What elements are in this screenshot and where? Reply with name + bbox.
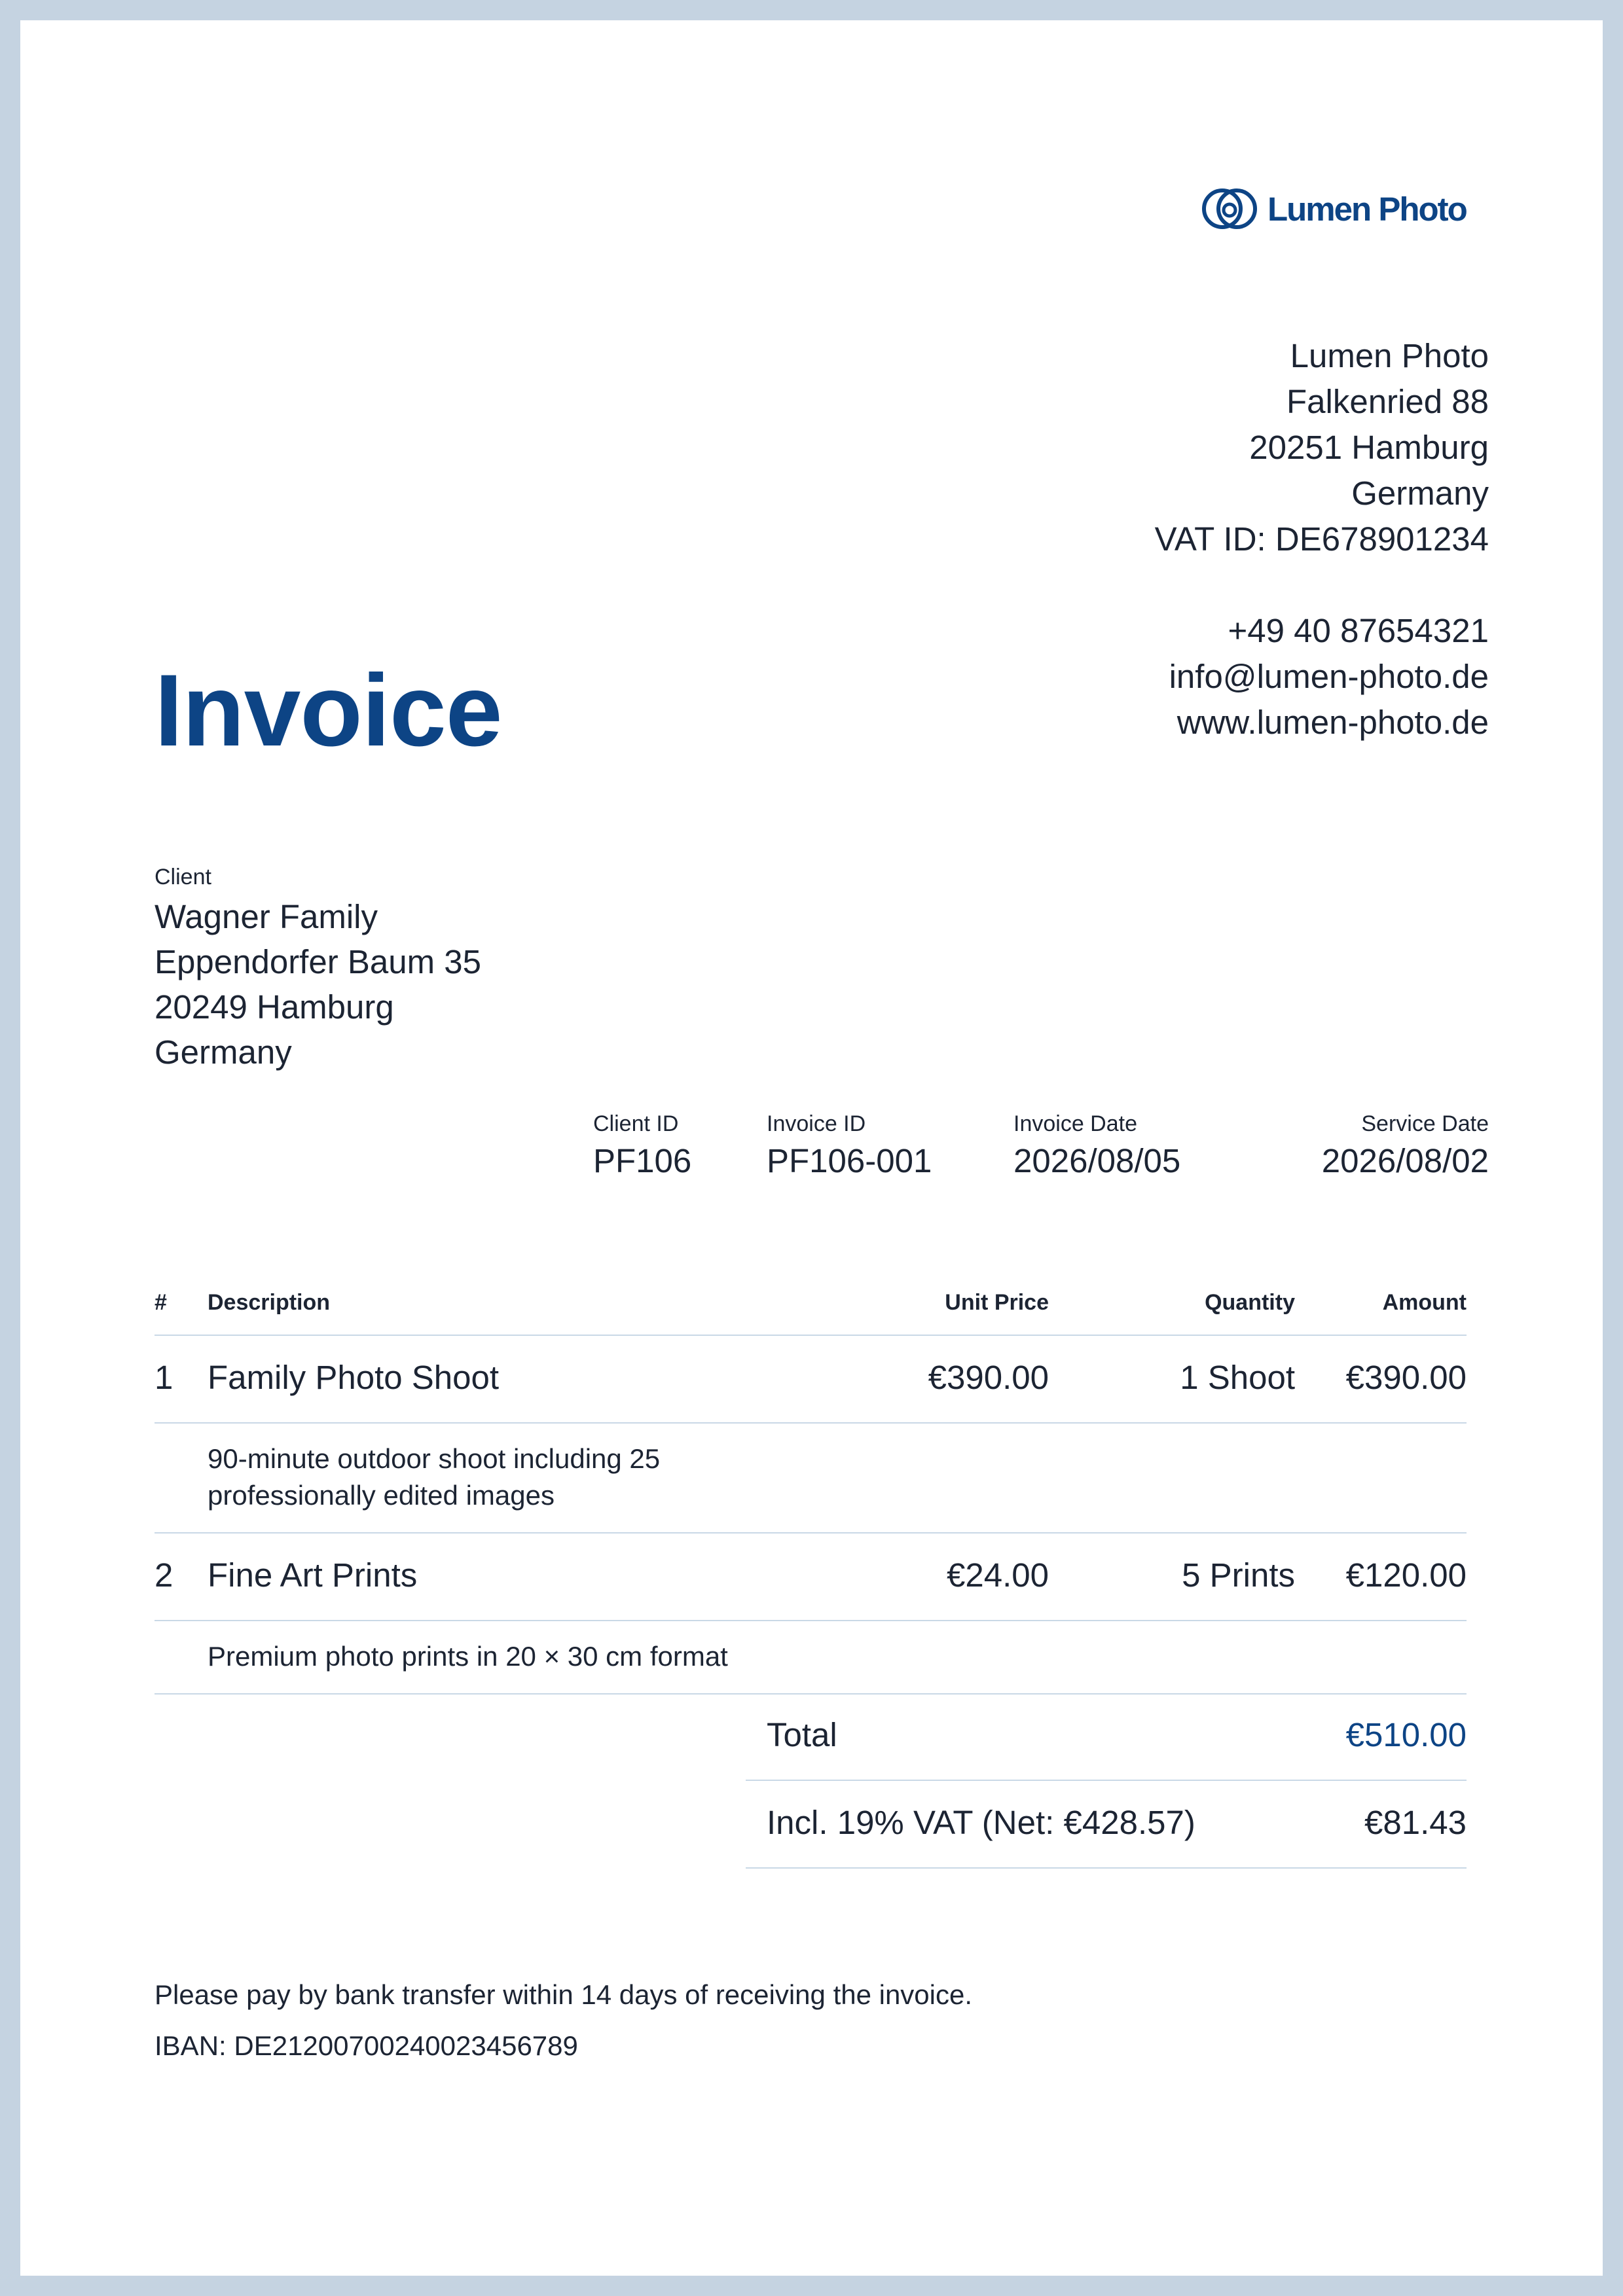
item-unit-price: €390.00: [928, 1359, 1049, 1396]
invoice-date-label: Invoice Date: [1013, 1111, 1137, 1136]
header-quantity: Quantity: [1205, 1290, 1295, 1315]
invoice-date-value: 2026/08/05: [1013, 1142, 1181, 1179]
vat-value: €81.43: [1364, 1804, 1467, 1841]
totals-block: [746, 1693, 1467, 1869]
sender-country: Germany: [1351, 475, 1489, 512]
item-detail-line: professionally edited images: [208, 1480, 555, 1511]
total-row: [746, 1693, 1467, 1781]
table-row: [155, 1534, 1467, 1621]
item-detail: [208, 1424, 797, 1514]
client-id-label: Client ID: [593, 1111, 679, 1136]
invoice-id-label: Invoice ID: [767, 1111, 866, 1136]
spacer: [1155, 562, 1489, 608]
item-detail-line: 90-minute outdoor shoot including 25: [208, 1443, 661, 1474]
meta-client-id: [593, 1109, 691, 1184]
sender-address: [1155, 333, 1489, 745]
invoice-page: [20, 20, 1603, 2276]
vat-row: [746, 1781, 1467, 1869]
item-detail-row: [155, 1621, 1467, 1695]
item-quantity: 5 Prints: [1182, 1556, 1295, 1594]
sender-vat-id: VAT ID: DE678901234: [1154, 520, 1489, 558]
client-street: Eppendorfer Baum 35: [155, 943, 481, 980]
table-row: [155, 1336, 1467, 1424]
total-label: Total: [767, 1716, 837, 1753]
header-amount: Amount: [1382, 1290, 1467, 1315]
vat-label: Incl. 19% VAT (Net: €428.57): [767, 1804, 1195, 1841]
client-id-value: PF106: [593, 1142, 692, 1179]
meta-invoice-id: [767, 1109, 932, 1184]
item-detail-row: [155, 1424, 1467, 1534]
brand-logo: [1201, 183, 1489, 235]
header-unit-price: Unit Price: [945, 1290, 1049, 1315]
header-num: #: [155, 1290, 167, 1315]
item-description: Fine Art Prints: [208, 1556, 418, 1594]
item-description: Family Photo Shoot: [208, 1359, 500, 1396]
header-description: Description: [208, 1290, 331, 1315]
service-date-label: Service Date: [1361, 1111, 1489, 1136]
meta-invoice-date: [1013, 1109, 1180, 1184]
item-num: 1: [155, 1359, 173, 1396]
sender-name: Lumen Photo: [1290, 337, 1489, 374]
line-items-table: [155, 1277, 1467, 1695]
sender-website: www.lumen-photo.de: [1176, 704, 1489, 741]
meta-service-date: [1322, 1109, 1489, 1184]
payment-footer: [155, 1969, 972, 2072]
sender-phone: +49 40 87654321: [1228, 612, 1489, 649]
item-quantity: 1 Shoot: [1180, 1359, 1295, 1396]
client-name: Wagner Family: [155, 898, 378, 935]
client-city: 20249 Hamburg: [155, 988, 394, 1026]
page-title: Invoice: [155, 654, 502, 768]
sender-email: info@lumen-photo.de: [1169, 658, 1489, 695]
item-amount: €390.00: [1345, 1359, 1467, 1396]
brand-name: Lumen Photo: [1267, 190, 1467, 228]
item-unit-price: €24.00: [947, 1556, 1049, 1594]
item-detail-line: Premium photo prints in 20 × 30 cm format: [208, 1641, 728, 1672]
item-amount: €120.00: [1345, 1556, 1467, 1594]
camera-lens-icon: [1201, 187, 1258, 230]
client-address: [155, 894, 481, 1075]
client-label: Client: [155, 865, 211, 889]
item-detail: [208, 1621, 1467, 1675]
table-header: [155, 1277, 1467, 1336]
service-date-value: 2026/08/02: [1321, 1142, 1489, 1179]
total-value: €510.00: [1345, 1716, 1467, 1753]
sender-city: 20251 Hamburg: [1249, 429, 1489, 466]
iban: IBAN: DE21200700240023456789: [155, 2030, 578, 2061]
payment-note: Please pay by bank transfer within 14 days of receiving the invoice.: [155, 1979, 973, 2010]
invoice-id-value: PF106-001: [767, 1142, 932, 1179]
item-num: 2: [155, 1556, 173, 1594]
sender-street: Falkenried 88: [1286, 383, 1489, 420]
client-country: Germany: [155, 1033, 292, 1071]
